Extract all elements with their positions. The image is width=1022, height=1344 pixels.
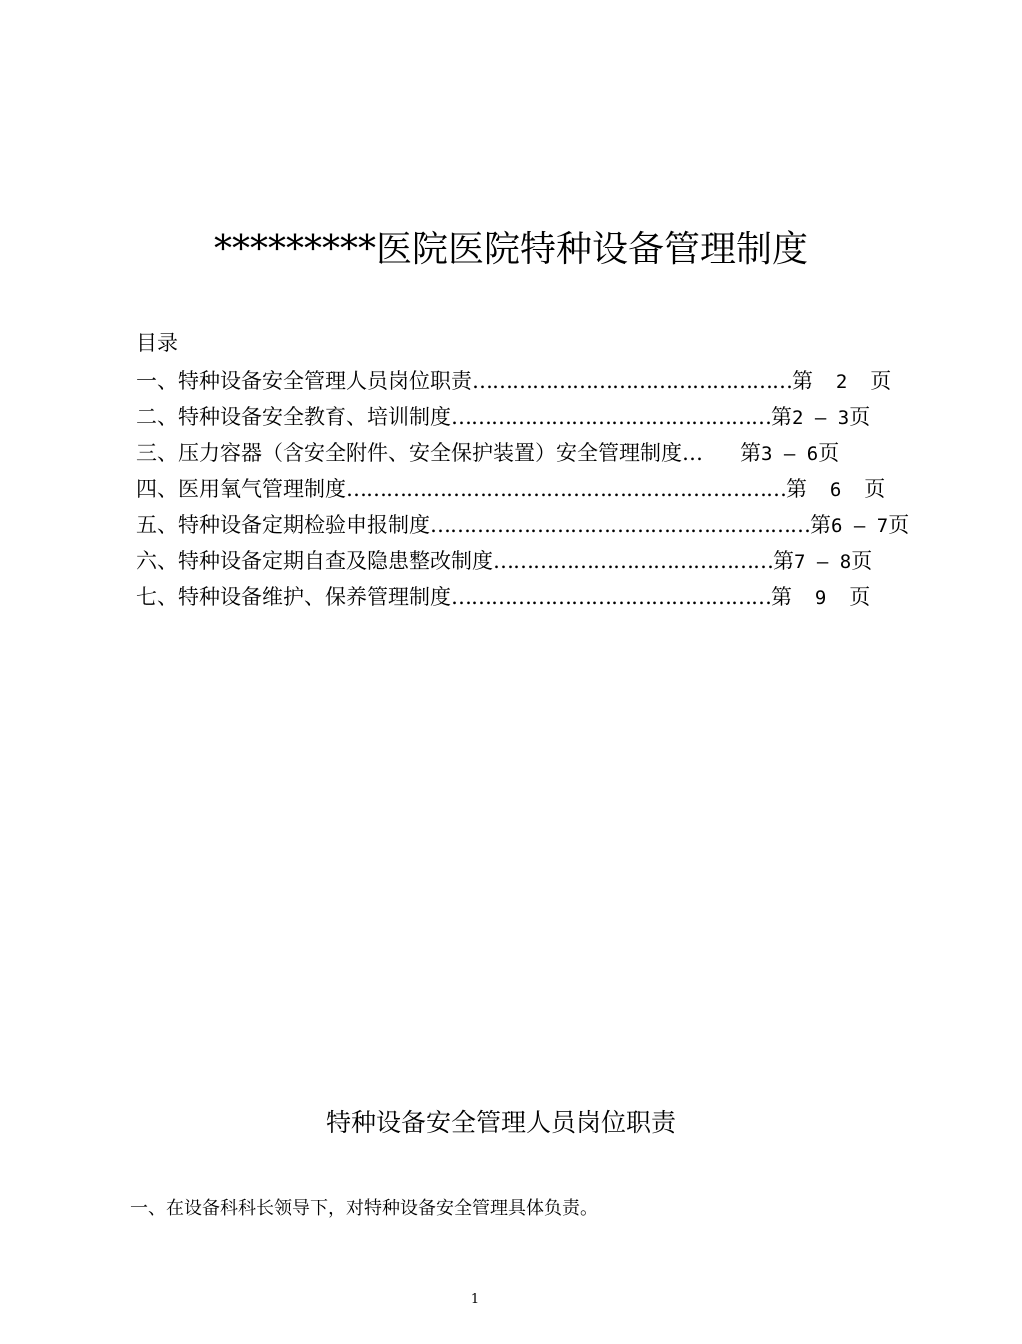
document-title: *********医院医院特种设备管理制度 <box>213 229 808 270</box>
toc-entry-label: 三、压力容器（含安全附件、安全保护装置）安全管理制度 <box>136 441 682 465</box>
toc-page-ref: 第 2 页 <box>792 369 892 393</box>
toc-entry-label: 七、特种设备维护、保养管理制度 <box>136 585 451 609</box>
page-number: 1 <box>470 1292 480 1307</box>
toc-leader-dots: ………………………………………… <box>451 585 771 609</box>
toc-entry[interactable] <box>136 579 871 615</box>
toc-entry-label: 五、特种设备定期检验申报制度 <box>136 513 430 537</box>
section-title: 特种设备安全管理人员岗位职责 <box>325 1108 676 1137</box>
toc-page-ref: 第6 – 7页 <box>810 513 910 537</box>
toc-entry-label: 二、特种设备安全教育、培训制度 <box>136 405 451 429</box>
table-of-contents <box>136 363 910 615</box>
toc-leader-dots: ………………………………………… <box>472 369 792 393</box>
toc-entry[interactable] <box>136 543 873 579</box>
toc-page-ref: 第 6 页 <box>786 477 886 501</box>
toc-entry[interactable] <box>136 471 886 507</box>
toc-leader-dots: … <box>682 441 702 465</box>
toc-leader-dots: ………………………………………… <box>451 405 771 429</box>
toc-leader-dots: …………………………………… <box>493 549 773 573</box>
toc-leader-dots: ………………………………………………… <box>430 513 810 537</box>
toc-entry[interactable] <box>136 363 892 399</box>
toc-page-ref: 第2 – 3页 <box>771 405 871 429</box>
toc-leader-dots: ………………………………………………………… <box>346 477 786 501</box>
body-paragraph: 一、在设备科科长领导下，对特种设备安全管理具体负责。 <box>130 1198 598 1219</box>
toc-entry-label: 四、医用氧气管理制度 <box>136 477 346 501</box>
toc-entry[interactable] <box>136 435 850 471</box>
toc-entry-label: 六、特种设备定期自查及隐患整改制度 <box>136 549 493 573</box>
toc-page-ref: 第 9 页 <box>771 585 871 609</box>
toc-entry[interactable] <box>136 399 871 435</box>
toc-entry[interactable] <box>136 507 910 543</box>
toc-entry-label: 一、特种设备安全管理人员岗位职责 <box>136 369 472 393</box>
toc-page-ref: 第3 – 6页 <box>740 441 840 465</box>
toc-heading: 目录 <box>136 331 178 355</box>
toc-page-ref: 第7 – 8页 <box>773 549 873 573</box>
